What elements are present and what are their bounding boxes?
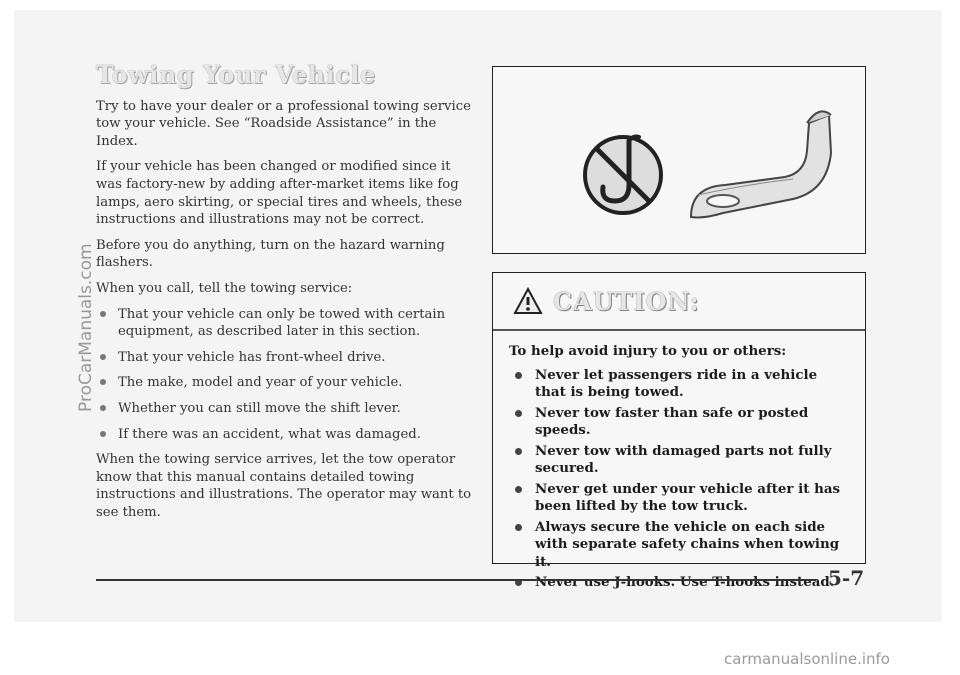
list-item: Never get under your vehicle after it has been lifted by the tow truck. <box>509 481 851 516</box>
bullet-icon <box>515 448 522 455</box>
bullet-icon <box>515 372 522 379</box>
caution-title: CAUTION: <box>553 286 700 316</box>
caution-header <box>493 273 865 331</box>
list-item: Never use J-hooks. Use T-hooks instead. <box>509 574 851 592</box>
footer-rule <box>96 579 816 581</box>
list-item: Never tow with damaged parts not fully secured. <box>509 443 851 478</box>
caution-intro: To help avoid injury to you or others: <box>509 343 787 359</box>
list-item: Never let passengers ride in a vehicle that is being towed. <box>509 367 851 402</box>
list-item: If there was an accident, what was damaged. <box>96 426 474 444</box>
paragraph: Try to have your dealer or a professional towing service tow your vehicle. See “Roadside Assistance” in the Index. <box>96 98 471 149</box>
list-item: That your vehicle has front-wheel drive. <box>96 349 474 367</box>
list-item: The make, model and year of your vehicle. <box>96 374 474 392</box>
bullet-icon <box>100 311 106 317</box>
list-item: Always secure the vehicle on each side with separate safety chains when towing it. <box>509 519 851 572</box>
list-item: Never tow faster than safe or posted speeds. <box>509 405 851 440</box>
list-item: That your vehicle can only be towed with certain equipment, as described later in this section. <box>96 306 474 341</box>
warning-triangle-icon <box>513 287 543 315</box>
paragraph: If your vehicle has been changed or modified since it was factory-new by adding after-market items like fog lamps, aero skirting, or special tires and wheels, these instructions and illustrations may not be correct. <box>96 159 463 228</box>
bullet-icon <box>100 354 106 360</box>
no-j-hook-icon <box>585 137 661 214</box>
paragraph: When you call, tell the towing service: <box>96 280 353 296</box>
bullet-icon <box>100 431 106 437</box>
list-item: Whether you can still move the shift lever. <box>96 400 474 418</box>
towing-service-list <box>96 306 474 444</box>
bullet-icon <box>100 405 106 411</box>
bullet-icon <box>515 410 522 417</box>
hook-illustration <box>492 66 866 254</box>
paragraph: Before you do anything, turn on the hazard warning flashers. <box>96 237 445 271</box>
bullet-icon <box>515 486 522 493</box>
section-title: Towing Your Vehicle <box>96 60 376 89</box>
caution-body <box>493 331 865 592</box>
no-j-hook-illustration <box>493 67 865 253</box>
towing-text-column <box>96 60 474 529</box>
bullet-icon <box>100 379 106 385</box>
caution-list <box>509 367 851 592</box>
bullet-icon <box>515 524 522 531</box>
t-hook-icon <box>691 111 831 217</box>
bottom-watermark: carmanualsonline.info <box>724 650 890 668</box>
closing-paragraph: When the towing service arrives, let the tow operator know that this manual contains detailed towing instructions and illustrations. The operator may want to see them. <box>96 452 472 520</box>
side-watermark: ProCarManuals.com <box>76 243 96 412</box>
page-number: 5-7 <box>828 566 865 590</box>
